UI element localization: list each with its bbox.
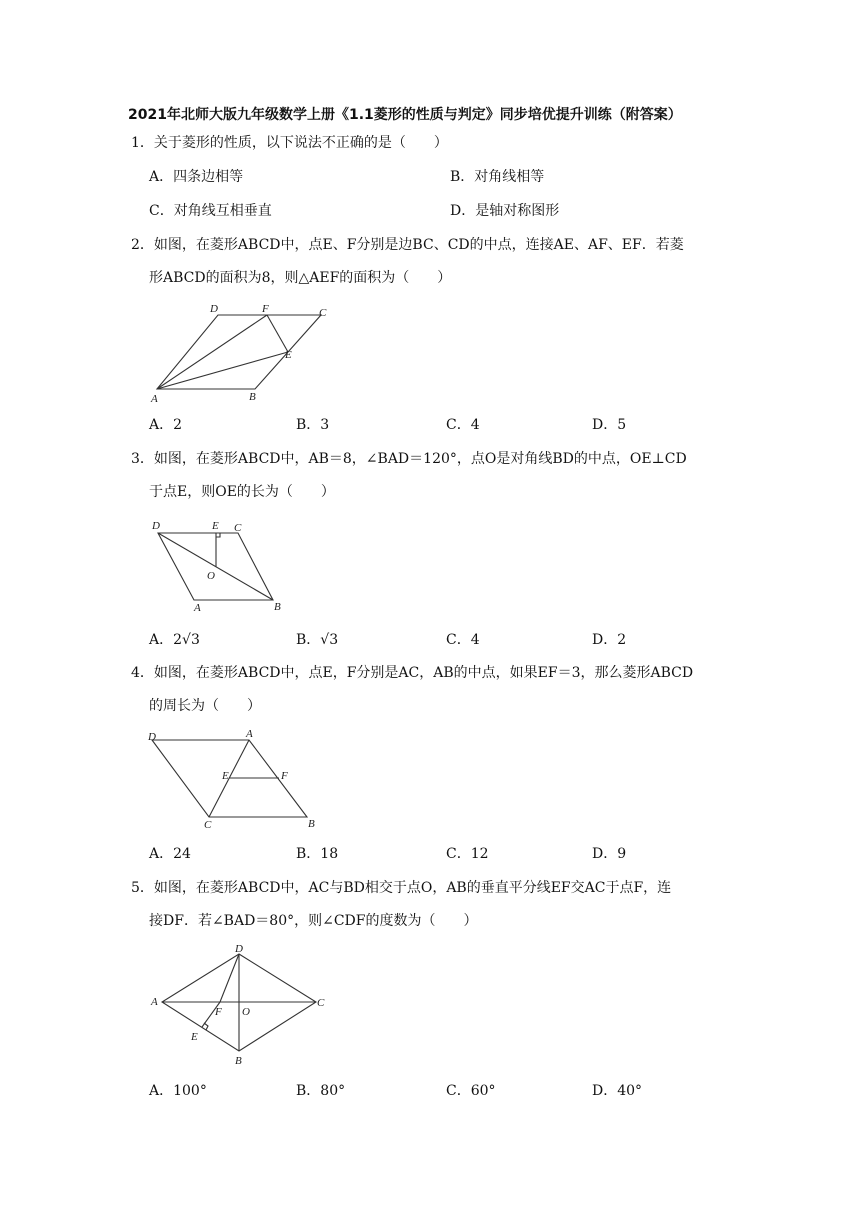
question-3-stem-line-1: 3．如图，在菱形ABCD中，AB＝8，∠BAD＝120°，点O是对角线BD的中点，OE⊥CD [131,451,687,467]
question-3-stem-line-2: 于点E，则OE的长为（ ） [149,484,335,500]
q3-option-b: B．√3 [296,632,339,648]
q3-label-e: E [212,520,219,532]
q5-label-e: E [191,1031,198,1043]
question-4-stem-line-1: 4．如图，在菱形ABCD中，点E，F分别是AC，AB的中点，如果EF＝3，那么菱形ABCD [131,665,694,681]
q5-option-a: A．100° [149,1083,207,1099]
question-1-stem: 1．关于菱形的性质，以下说法不正确的是（ ） [131,135,448,151]
q4-option-d: D．9 [592,846,627,862]
q3-option-d: D．2 [592,632,627,648]
q5-label-o: O [242,1006,250,1018]
q5-label-f: F [215,1006,222,1018]
q3-label-o: O [207,570,215,582]
q1-option-d: D．是轴对称图形 [450,203,560,219]
q5-option-b: B．80° [296,1083,346,1099]
question-2-stem-line-2: 形ABCD的面积为8，则△AEF的面积为（ ） [149,270,452,286]
q3-option-a: A．2√3 [149,632,200,648]
q4-label-c: C [204,819,212,831]
q2-label-b: B [249,391,256,403]
q4-label-d: D [148,731,156,743]
q3-label-b: B [274,601,281,613]
q2-label-e: E [285,349,292,361]
q2-option-c: C．4 [446,417,480,433]
document-title: 2021年北师大版九年级数学上册《1.1菱形的性质与判定》同步培优提升训练（附答案） [128,107,682,123]
q3-label-c: C [234,522,242,534]
q1-option-c: C．对角线互相垂直 [149,203,272,219]
question-2-stem-line-1: 2．如图，在菱形ABCD中，点E、F分别是边BC、CD的中点，连接AE、AF、EF．若菱 [131,237,684,253]
q2-option-a: A．2 [149,417,183,433]
q2-option-d: D．5 [592,417,627,433]
question-4-stem-line-2: 的周长为（ ） [149,698,261,714]
q5-label-c: C [317,997,325,1009]
q1-option-a: A．四条边相等 [149,169,244,185]
q4-option-c: C．12 [446,846,489,862]
q3-option-c: C．4 [446,632,480,648]
q4-label-a: A [246,728,253,740]
q5-label-a: A [151,996,158,1008]
q5-option-c: C．60° [446,1083,496,1099]
q4-option-a: A．24 [149,846,191,862]
question-5-stem-line-1: 5．如图，在菱形ABCD中，AC与BD相交于点O，AB的垂直平分线EF交AC于点F，连 [131,880,672,896]
q5-label-b: B [235,1055,242,1067]
q5-rhombus-figure [145,942,335,1072]
q2-label-c: C [319,307,327,319]
q4-label-b: B [308,818,315,830]
q1-option-b: B．对角线相等 [450,169,545,185]
q2-label-f: F [262,303,269,315]
q3-rhombus-figure [148,515,298,615]
q2-label-d: D [210,303,218,315]
q3-label-d: D [152,520,160,532]
q4-rhombus-figure [145,728,325,833]
q4-label-f: F [281,770,288,782]
q5-option-d: D．40° [592,1083,643,1099]
q2-option-b: B．3 [296,417,330,433]
question-5-stem-line-2: 接DF．若∠BAD＝80°，则∠CDF的度数为（ ） [149,913,478,929]
q3-label-a: A [194,602,201,614]
q2-label-a: A [151,393,158,405]
q4-option-b: B．18 [296,846,339,862]
q4-label-e: E [222,770,229,782]
q5-label-d: D [235,943,243,955]
q2-rhombus-figure [148,298,348,408]
